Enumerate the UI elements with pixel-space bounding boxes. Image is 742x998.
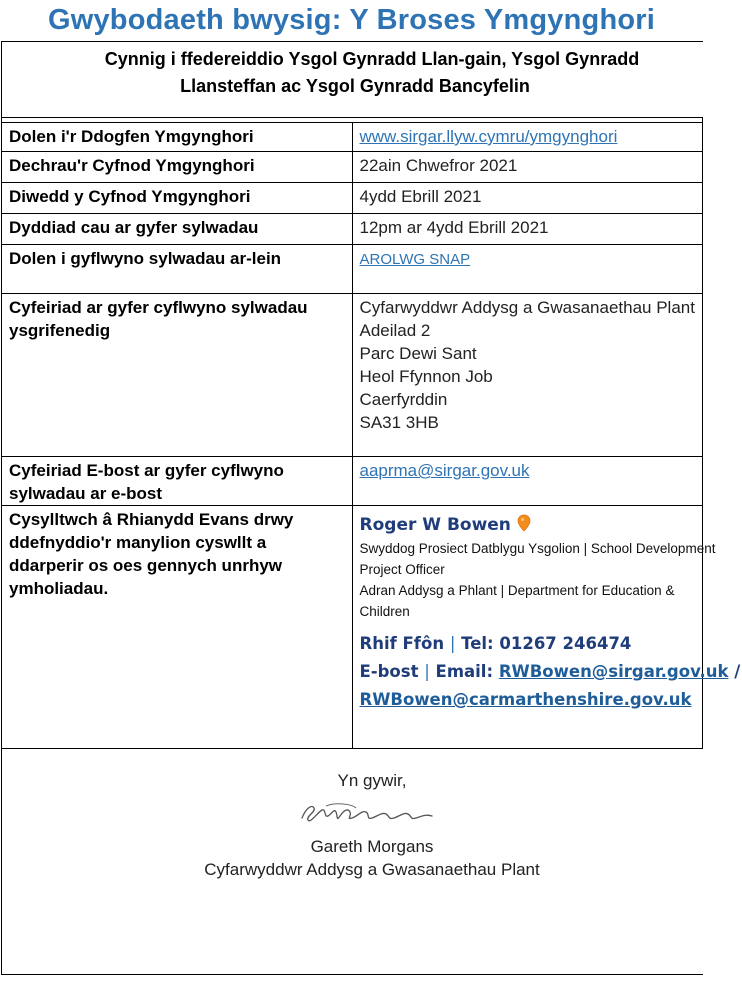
table-row bbox=[2, 152, 703, 183]
row-value: 22ain Chwefror 2021 bbox=[352, 152, 703, 183]
row-value: 4ydd Ebrill 2021 bbox=[352, 183, 703, 214]
table-row bbox=[2, 123, 703, 152]
phone-value: Tel: 01267 246474 bbox=[461, 634, 632, 653]
table-row bbox=[2, 245, 703, 294]
address-line: Cyfarwyddwr Addysg a Gwasanaethau Plant bbox=[359, 298, 695, 317]
row-label: Cyfeiriad E-bost ar gyfer cyflwyno sylwadau ar e-bost bbox=[2, 457, 353, 506]
row-label: Dyddiad cau ar gyfer sylwadau bbox=[2, 214, 353, 245]
handwritten-signature bbox=[296, 794, 436, 828]
contact-phone bbox=[360, 630, 697, 658]
table-row bbox=[2, 214, 703, 245]
signatory-name: Gareth Morgans bbox=[310, 837, 434, 856]
phone-separator: | bbox=[449, 634, 456, 653]
contact-email-alt bbox=[360, 686, 697, 714]
table-row bbox=[2, 506, 703, 749]
location-pin-icon bbox=[517, 514, 531, 532]
email-link-sirgar[interactable]: RWBowen@sirgar.gov.uk bbox=[498, 662, 729, 681]
signature-block bbox=[1, 745, 703, 975]
contact-email bbox=[359, 658, 741, 686]
table-row bbox=[2, 457, 703, 506]
consultation-document-link[interactable]: www.sirgar.llyw.cymru/ymgynghori bbox=[359, 127, 618, 146]
subtitle-box bbox=[1, 41, 703, 117]
signatory-position: Cyfarwyddwr Addysg a Gwasanaethau Plant bbox=[204, 860, 540, 879]
closing-text: Yn gywir, bbox=[337, 771, 407, 790]
subtitle-line-1: Cynnig i ffedereiddio Ysgol Gynradd Llan-gain, Ysgol Gynradd bbox=[104, 49, 640, 69]
table-row bbox=[2, 294, 703, 457]
phone-label: Rhif Ffôn bbox=[359, 634, 445, 653]
row-value: 12pm ar 4ydd Ebrill 2021 bbox=[352, 214, 703, 245]
row-label: Cyfeiriad ar gyfer cyflwyno sylwadau ysgrifenedig bbox=[2, 294, 353, 457]
row-label: Cysylltwch â Rhianydd Evans drwy ddefnyddio'r manylion cyswllt a ddarperir os oes gennych unrhyw ymholiadau. bbox=[2, 506, 353, 749]
row-label: Dechrau'r Cyfnod Ymgynghori bbox=[2, 152, 353, 183]
row-value bbox=[352, 245, 703, 294]
row-label: Dolen i gyflwyno sylwadau ar-lein bbox=[2, 245, 353, 294]
page-title: Gwybodaeth bwysig: Y Broses Ymgynghori bbox=[47, 4, 656, 36]
submission-email-link[interactable]: aaprma@sirgar.gov.uk bbox=[359, 461, 530, 480]
consultation-info-table bbox=[1, 117, 741, 749]
address-line: Adeilad 2 bbox=[359, 321, 431, 340]
subtitle bbox=[2, 46, 742, 100]
contact-name bbox=[360, 512, 697, 538]
contact-details bbox=[352, 506, 741, 749]
row-value bbox=[352, 123, 703, 152]
email-link-carmarthenshire[interactable]: RWBowen@carmarthenshire.gov.uk bbox=[359, 690, 692, 709]
row-label: Diwedd y Cyfnod Ymgynghori bbox=[2, 183, 353, 214]
email-label: E-bost bbox=[359, 662, 419, 681]
postal-address bbox=[352, 294, 703, 457]
snap-survey-link[interactable]: AROLWG SNAP bbox=[359, 251, 471, 268]
contact-name-text: Roger W Bowen bbox=[359, 515, 511, 535]
address-line: Heol Ffynnon Job bbox=[359, 367, 493, 386]
address-line: Parc Dewi Sant bbox=[359, 344, 477, 363]
row-label: Dolen i'r Ddogfen Ymgynghori bbox=[2, 123, 353, 152]
contact-department-cont: Children bbox=[359, 604, 410, 619]
contact-role: Swyddog Prosiect Datblygu Ysgolion | School Development bbox=[359, 541, 716, 556]
address-line: Caerfyrddin bbox=[359, 390, 448, 409]
email-separator: | bbox=[424, 662, 430, 681]
table-row bbox=[2, 183, 703, 214]
address-line: SA31 3HB bbox=[359, 413, 439, 432]
email-join: / bbox=[734, 662, 741, 681]
email-prefix: Email: bbox=[435, 662, 494, 681]
contact-role-cont: Project Officer bbox=[359, 562, 445, 577]
row-value bbox=[352, 457, 703, 506]
contact-department: Adran Addysg a Phlant | Department for Education & bbox=[359, 583, 675, 598]
subtitle-line-2: Llansteffan ac Ysgol Gynradd Bancyfelin bbox=[180, 76, 530, 96]
